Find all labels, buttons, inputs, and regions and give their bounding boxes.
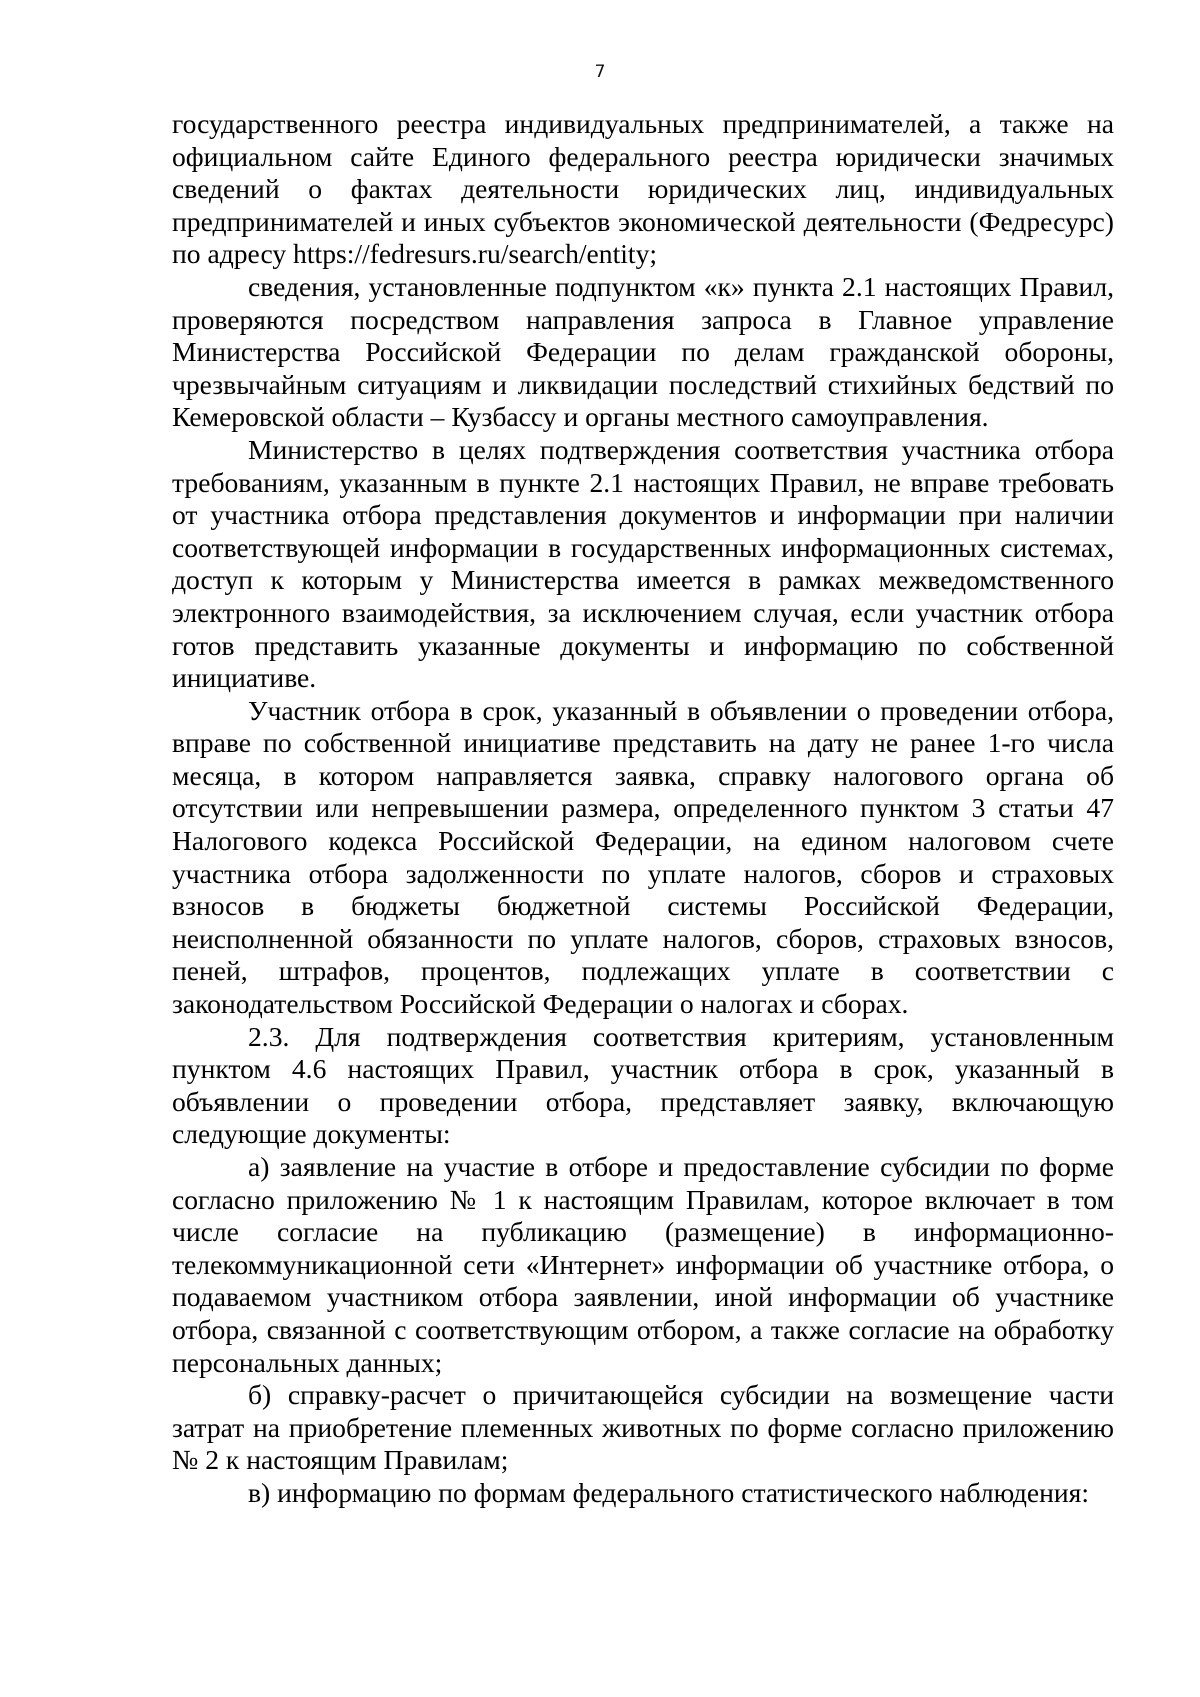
paragraph-emergency-ministry-check: сведения, установленные подпунктом «к» пункта 2.1 настоящих Правил, проверяются посредством направления запроса в Главное управление Министерства Российской Федерации по делам гражданской обороны, чрезвычайным ситуациям и ликвидации последствий стихийных бедствий по Кемеровской области – Кузбассу и органы местного самоуправления. <box>172 270 1114 433</box>
paragraph-registry-continuation: государственного реестра индивидуальных предпринимателей, а также на официальном сайте Единого федерального реестра юридически значимых сведений о фактах деятельности юридических лиц, индивидуальных предпринимателей и иных субъектов экономической деятельности (Федресурс) по адресу https://fedresurs.ru/search/entity; <box>172 108 1114 270</box>
paragraph-tax-certificate: Участник отбора в срок, указанный в объявлении о проведении отбора, вправе по собственной инициативе представить на дату не ранее 1-го числа месяца, в котором направляется заявка, справку налогового органа об отсутствии или непревышении размера, определенного пунктом 3 статьи 47 Налогового кодекса Российской Федерации, на едином налоговом счете участника отбора задолженности по уплате налогов, сборов и страховых взносов в бюджеты бюджетной системы Российской Федерации, неисполненной обязанности по уплате налогов, сборов, страховых взносов, пеней, штрафов, процентов, подлежащих уплате в соответствии с законодательством Российской Федерации о налогах и сборах. <box>172 694 1114 1020</box>
list-item-a-application: а) заявление на участие в отборе и предоставление субсидии по форме согласно приложению № 1 к настоящим Правилам, которое включает в том числе согласие на публикацию (размещение) в информационно-телекоммуникационной сети «Интернет» информации об участнике отбора, о подаваемом участником отбора заявлении, иной информации об участнике отбора, связанной с соответствующим отбором, а также согласие на обработку персональных данных; <box>172 1151 1114 1378</box>
paragraph-2-3-documents: 2.3. Для подтверждения соответствия критериям, установленным пунктом 4.6 настоящих Правил, участник отбора в срок, указанный в объявлении о проведении отбора, представляет заявку, включающую следующие документы: <box>172 1020 1114 1150</box>
page-number: 7 <box>594 62 606 82</box>
list-item-v-statistics: в) информацию по формам федерального статистического наблюдения: <box>248 1476 1090 1508</box>
document-body <box>172 108 1114 1510</box>
list-item-b-calculation: б) справку-расчет о причитающейся субсидии на возмещение части затрат на приобретение племенных животных по форме согласно приложению № 2 к настоящим Правилам; <box>172 1379 1114 1476</box>
paragraph-ministry-not-entitled: Министерство в целях подтверждения соответствия участника отбора требованиям, указанным в пункте 2.1 настоящих Правил, не вправе требовать от участника отбора представления документов и информации при наличии соответствующей информации в государственных информационных системах, доступ к которым у Министерства имеется в рамках межведомственного электронного взаимодействия, за исключением случая, если участник отбора готов представить указанные документы и информацию по собственной инициативе. <box>172 433 1114 694</box>
